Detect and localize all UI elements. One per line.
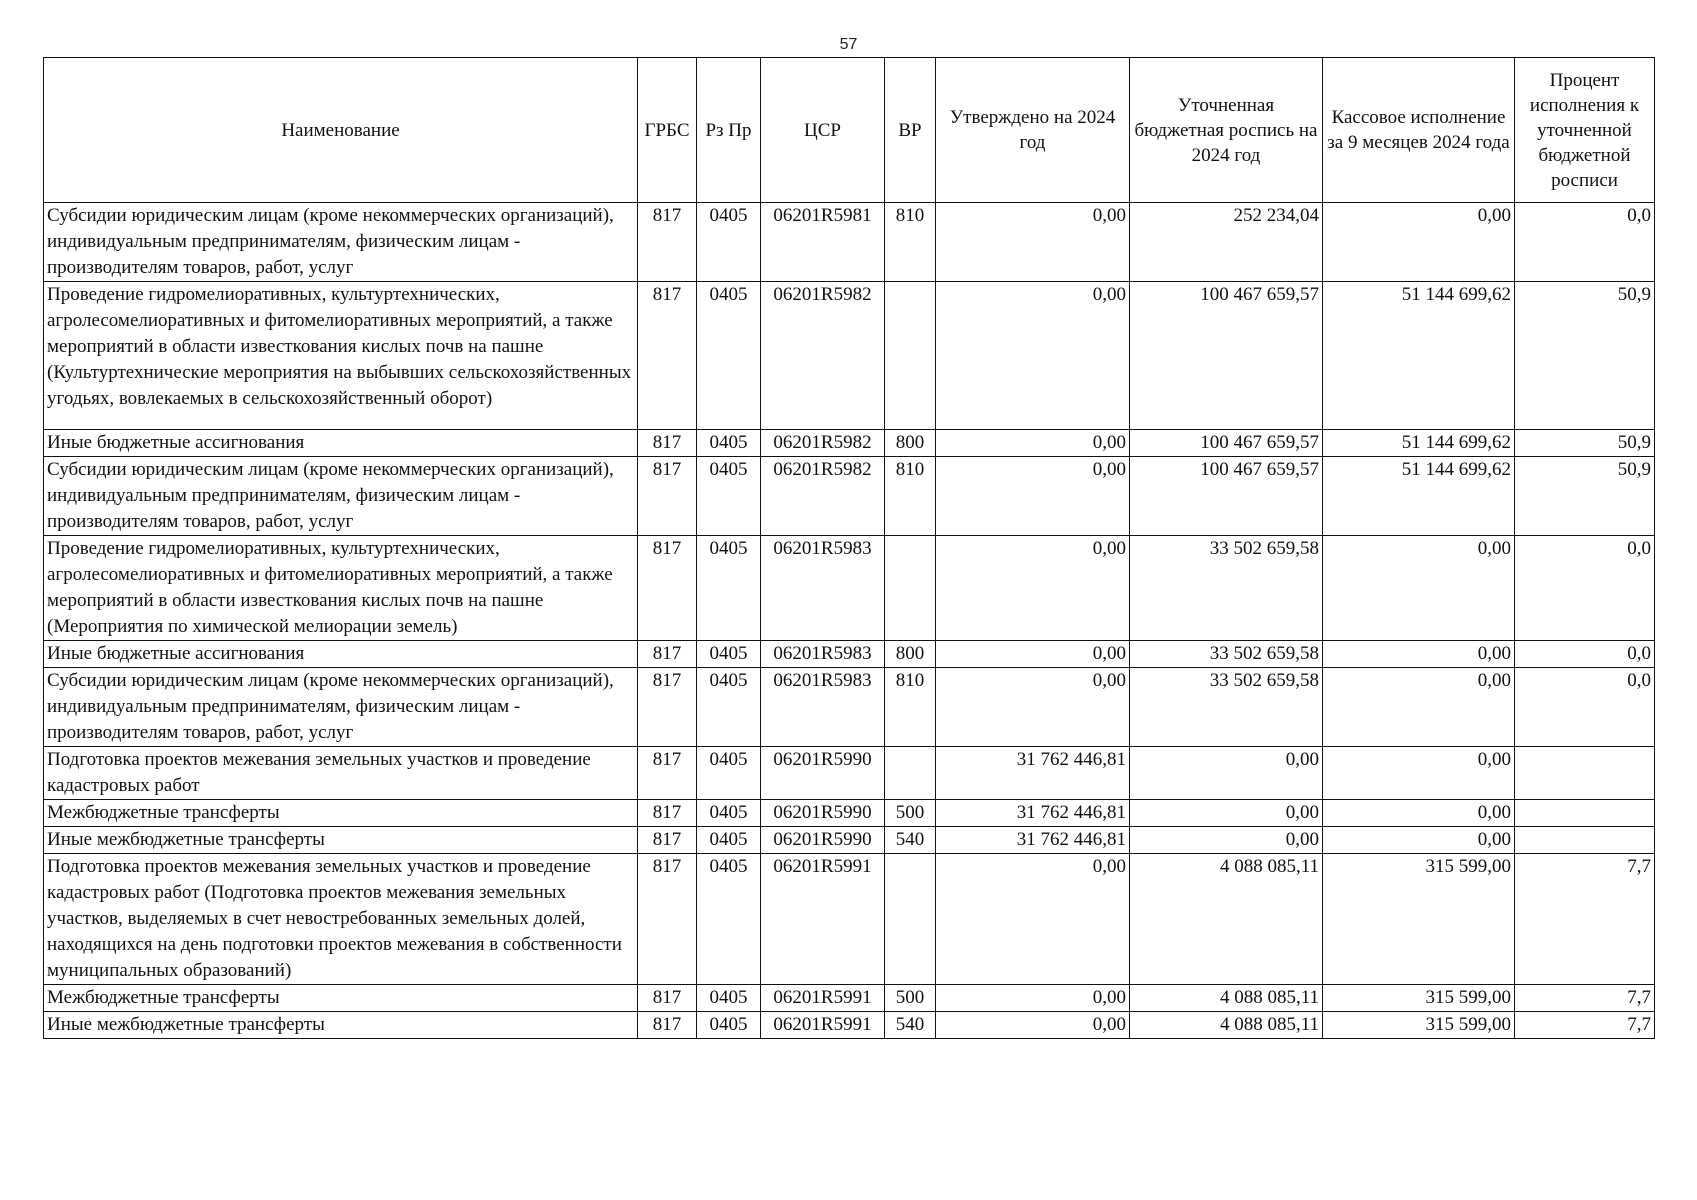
cell-cash: 315 599,00 <box>1323 985 1515 1012</box>
cell-name: Субсидии юридическим лицам (кроме некоммерческих организаций), индивидуальным предпринимателям, физическим лицам - производителям товаров, работ, услуг <box>44 203 638 282</box>
table-row <box>44 800 1655 827</box>
cell-rzpr: 0405 <box>697 536 761 641</box>
cell-approved: 31 762 446,81 <box>936 800 1130 827</box>
cell-cash: 315 599,00 <box>1323 1012 1515 1039</box>
cell-percent: 7,7 <box>1515 985 1655 1012</box>
cell-refined: 0,00 <box>1130 800 1323 827</box>
cell-name: Проведение гидромелиоративных, культуртехнических, агролесомелиоративных и фитомелиоративных мероприятий, а также мероприятий в области известкования кислых почв на пашне (Культуртехнические мероприятия на выбывших сельскохозяйственных угодьях, вовлекаемых в сельскохозяйственный оборот) <box>44 282 638 430</box>
cell-rzpr: 0405 <box>697 800 761 827</box>
cell-grbs: 817 <box>638 641 697 668</box>
cell-grbs: 817 <box>638 1012 697 1039</box>
cell-grbs: 817 <box>638 282 697 430</box>
cell-approved: 0,00 <box>936 282 1130 430</box>
cell-cash: 51 144 699,62 <box>1323 457 1515 536</box>
table-row <box>44 457 1655 536</box>
cell-vr <box>885 536 936 641</box>
cell-name: Иные бюджетные ассигнования <box>44 641 638 668</box>
cell-percent: 50,9 <box>1515 457 1655 536</box>
cell-approved: 0,00 <box>936 854 1130 985</box>
cell-percent: 7,7 <box>1515 1012 1655 1039</box>
cell-grbs: 817 <box>638 457 697 536</box>
cell-name: Межбюджетные трансферты <box>44 985 638 1012</box>
cell-name: Иные межбюджетные трансферты <box>44 1012 638 1039</box>
budget-table <box>43 57 1655 1039</box>
cell-grbs: 817 <box>638 430 697 457</box>
header-grbs: ГРБС <box>638 58 697 203</box>
cell-refined: 4 088 085,11 <box>1130 854 1323 985</box>
table-row <box>44 668 1655 747</box>
cell-cash: 0,00 <box>1323 800 1515 827</box>
cell-grbs: 817 <box>638 668 697 747</box>
page-number: 57 <box>839 36 858 53</box>
cell-name: Субсидии юридическим лицам (кроме некоммерческих организаций), индивидуальным предпринимателям, физическим лицам - производителям товаров, работ, услуг <box>44 668 638 747</box>
header-percent: Процент исполнения к уточненной бюджетной росписи <box>1515 58 1655 203</box>
table-row <box>44 536 1655 641</box>
cell-cash: 51 144 699,62 <box>1323 430 1515 457</box>
cell-csr: 06201R5982 <box>761 457 885 536</box>
cell-vr: 800 <box>885 641 936 668</box>
cell-cash: 0,00 <box>1323 747 1515 800</box>
table-row <box>44 827 1655 854</box>
cell-rzpr: 0405 <box>697 457 761 536</box>
cell-cash: 0,00 <box>1323 641 1515 668</box>
cell-csr: 06201R5983 <box>761 536 885 641</box>
table-row <box>44 641 1655 668</box>
cell-name: Подготовка проектов межевания земельных участков и проведение кадастровых работ <box>44 747 638 800</box>
cell-refined: 100 467 659,57 <box>1130 430 1323 457</box>
cell-vr: 540 <box>885 827 936 854</box>
cell-cash: 0,00 <box>1323 203 1515 282</box>
cell-approved: 0,00 <box>936 1012 1130 1039</box>
cell-rzpr: 0405 <box>697 1012 761 1039</box>
cell-approved: 0,00 <box>936 430 1130 457</box>
cell-refined: 0,00 <box>1130 827 1323 854</box>
cell-vr: 810 <box>885 668 936 747</box>
cell-percent: 0,0 <box>1515 641 1655 668</box>
cell-percent: 50,9 <box>1515 430 1655 457</box>
cell-vr <box>885 854 936 985</box>
cell-cash: 51 144 699,62 <box>1323 282 1515 430</box>
cell-csr: 06201R5982 <box>761 430 885 457</box>
cell-cash: 0,00 <box>1323 827 1515 854</box>
cell-csr: 06201R5990 <box>761 747 885 800</box>
cell-csr: 06201R5982 <box>761 282 885 430</box>
cell-grbs: 817 <box>638 536 697 641</box>
cell-approved: 31 762 446,81 <box>936 827 1130 854</box>
cell-vr: 800 <box>885 430 936 457</box>
table-row <box>44 203 1655 282</box>
cell-rzpr: 0405 <box>697 203 761 282</box>
cell-rzpr: 0405 <box>697 641 761 668</box>
cell-rzpr: 0405 <box>697 854 761 985</box>
cell-csr: 06201R5991 <box>761 985 885 1012</box>
cell-grbs: 817 <box>638 827 697 854</box>
cell-vr: 540 <box>885 1012 936 1039</box>
cell-rzpr: 0405 <box>697 668 761 747</box>
cell-approved: 0,00 <box>936 457 1130 536</box>
cell-rzpr: 0405 <box>697 747 761 800</box>
cell-rzpr: 0405 <box>697 827 761 854</box>
header-name: Наименование <box>44 58 638 203</box>
cell-cash: 0,00 <box>1323 536 1515 641</box>
cell-rzpr: 0405 <box>697 430 761 457</box>
cell-refined: 252 234,04 <box>1130 203 1323 282</box>
table-row <box>44 430 1655 457</box>
cell-vr: 810 <box>885 203 936 282</box>
table-row <box>44 985 1655 1012</box>
cell-cash: 0,00 <box>1323 668 1515 747</box>
table-row <box>44 747 1655 800</box>
cell-vr <box>885 747 936 800</box>
cell-vr <box>885 282 936 430</box>
cell-percent <box>1515 827 1655 854</box>
cell-csr: 06201R5983 <box>761 641 885 668</box>
cell-name: Межбюджетные трансферты <box>44 800 638 827</box>
cell-csr: 06201R5991 <box>761 1012 885 1039</box>
cell-csr: 06201R5981 <box>761 203 885 282</box>
cell-name: Субсидии юридическим лицам (кроме некоммерческих организаций), индивидуальным предпринимателям, физическим лицам - производителям товаров, работ, услуг <box>44 457 638 536</box>
cell-approved: 0,00 <box>936 668 1130 747</box>
cell-percent: 0,0 <box>1515 668 1655 747</box>
table-row <box>44 282 1655 430</box>
cell-name: Проведение гидромелиоративных, культуртехнических, агролесомелиоративных и фитомелиоративных мероприятий, а также мероприятий в области известкования кислых почв на пашне (Мероприятия по химической мелиорации земель) <box>44 536 638 641</box>
cell-refined: 4 088 085,11 <box>1130 985 1323 1012</box>
cell-name: Подготовка проектов межевания земельных участков и проведение кадастровых работ (Подготовка проектов межевания земельных участков, выделяемых в счет невостребованных земельных долей, находящихся на день подготовки проектов межевания в собственности муниципальных образований) <box>44 854 638 985</box>
header-cash: Кассовое исполнение за 9 месяцев 2024 года <box>1323 58 1515 203</box>
cell-refined: 33 502 659,58 <box>1130 536 1323 641</box>
cell-approved: 0,00 <box>936 203 1130 282</box>
cell-csr: 06201R5983 <box>761 668 885 747</box>
table-row <box>44 1012 1655 1039</box>
cell-approved: 0,00 <box>936 641 1130 668</box>
cell-grbs: 817 <box>638 985 697 1012</box>
header-refined: Уточненная бюджетная роспись на 2024 год <box>1130 58 1323 203</box>
cell-refined: 33 502 659,58 <box>1130 668 1323 747</box>
header-approved: Утверждено на 2024 год <box>936 58 1130 203</box>
header-csr: ЦСР <box>761 58 885 203</box>
cell-rzpr: 0405 <box>697 282 761 430</box>
cell-refined: 33 502 659,58 <box>1130 641 1323 668</box>
cell-cash: 315 599,00 <box>1323 854 1515 985</box>
cell-name: Иные межбюджетные трансферты <box>44 827 638 854</box>
cell-csr: 06201R5991 <box>761 854 885 985</box>
header-vr: ВР <box>885 58 936 203</box>
cell-percent: 7,7 <box>1515 854 1655 985</box>
cell-vr: 810 <box>885 457 936 536</box>
cell-percent <box>1515 800 1655 827</box>
table-row <box>44 854 1655 985</box>
cell-vr: 500 <box>885 985 936 1012</box>
cell-refined: 100 467 659,57 <box>1130 282 1323 430</box>
cell-percent: 50,9 <box>1515 282 1655 430</box>
cell-percent: 0,0 <box>1515 536 1655 641</box>
cell-grbs: 817 <box>638 800 697 827</box>
cell-name: Иные бюджетные ассигнования <box>44 430 638 457</box>
cell-refined: 0,00 <box>1130 747 1323 800</box>
header-rzpr: Рз Пр <box>697 58 761 203</box>
table-header-row <box>44 58 1655 203</box>
cell-csr: 06201R5990 <box>761 827 885 854</box>
cell-refined: 100 467 659,57 <box>1130 457 1323 536</box>
cell-approved: 0,00 <box>936 985 1130 1012</box>
cell-csr: 06201R5990 <box>761 800 885 827</box>
cell-refined: 4 088 085,11 <box>1130 1012 1323 1039</box>
cell-percent: 0,0 <box>1515 203 1655 282</box>
cell-approved: 31 762 446,81 <box>936 747 1130 800</box>
cell-grbs: 817 <box>638 203 697 282</box>
cell-vr: 500 <box>885 800 936 827</box>
cell-percent <box>1515 747 1655 800</box>
cell-grbs: 817 <box>638 747 697 800</box>
cell-grbs: 817 <box>638 854 697 985</box>
cell-rzpr: 0405 <box>697 985 761 1012</box>
cell-approved: 0,00 <box>936 536 1130 641</box>
